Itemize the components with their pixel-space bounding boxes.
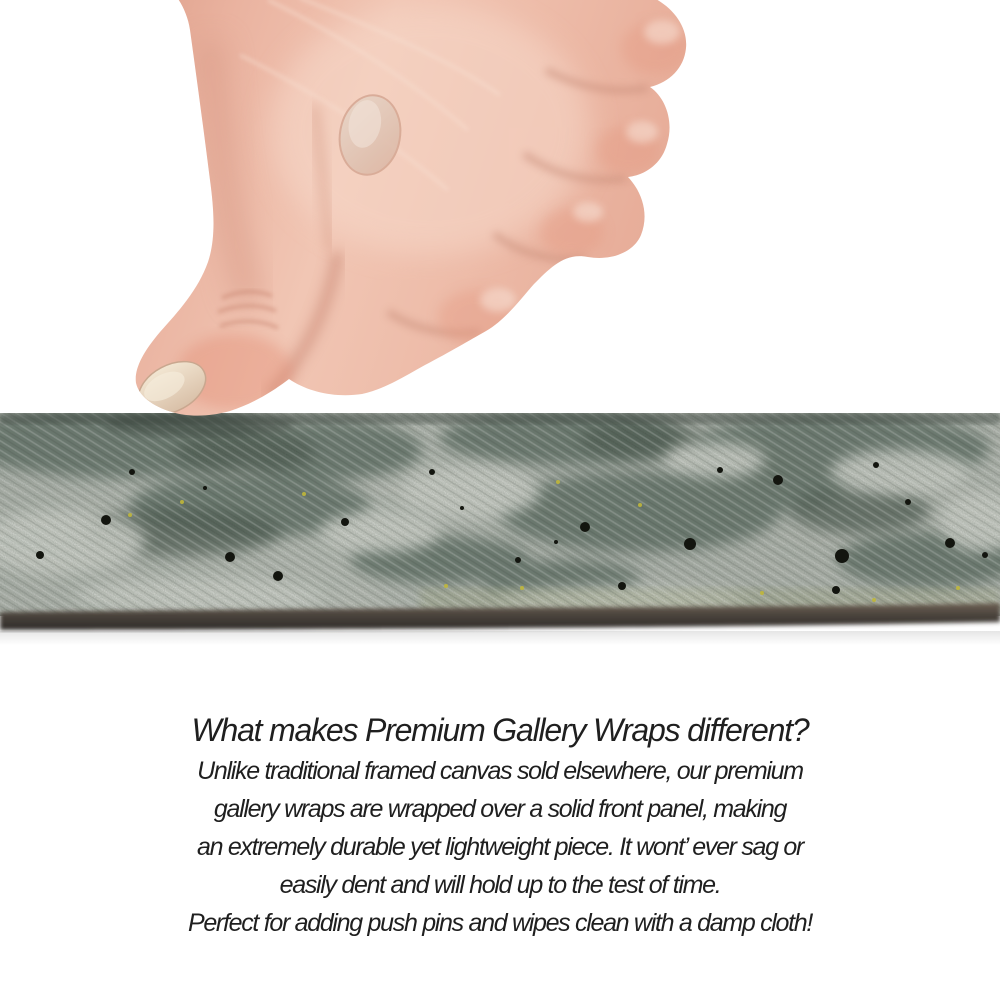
info-body-line-3: an extremely durable yet lightweight piece. It wont’ ever sag or — [196, 833, 804, 861]
canvas-drop-shadow — [0, 631, 1000, 645]
info-body-line-1: Unlike traditional framed canvas sold elsewhere, our premium — [197, 757, 803, 785]
info-body-line-5: Perfect for adding push pins and wipes clean with a damp cloth! — [187, 909, 813, 937]
canvas-edge-strip — [0, 410, 1000, 660]
info-body-line-4: easily dent and will hold up to the test of time. — [279, 871, 721, 899]
info-body-line-2: gallery wraps are wrapped over a solid front panel, making — [213, 795, 787, 823]
hand-photo — [0, 0, 1000, 430]
info-heading: What makes Premium Gallery Wraps different? — [191, 712, 809, 748]
info-text-block — [0, 708, 1000, 942]
